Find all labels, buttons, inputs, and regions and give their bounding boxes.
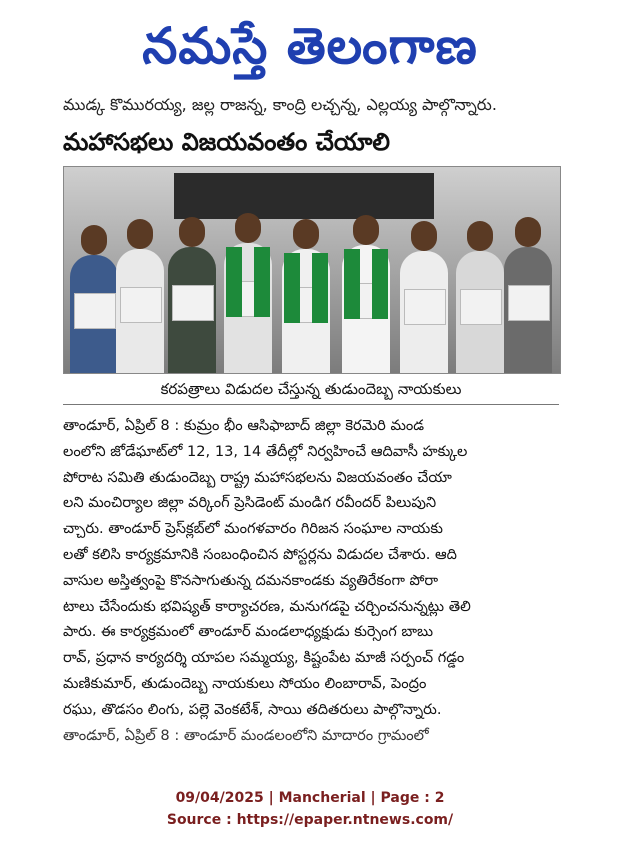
photo-poster [404,289,446,325]
photo-person-head [515,217,541,247]
body-line: లతో కలిసి కార్యక్రమానికి సంబంధించిన పోస్టర్లను విడుదల చేశారు. ఆది [63,545,457,563]
body-line: పోరాట సమితి తుడుందెబ్బ రాష్ట్ర మహాసభలను విజయవంతం చేయా [63,468,452,486]
body-line: మణికుమార్, తుడుందెబ్బ నాయకులు సోయం లింబారావ్, పెంద్రం [63,674,427,692]
body-line: రఘు, తొడసం లింగు, పల్లె వెంకటేశ్, సాయి తదితరులు పాల్గొన్నారు. [63,700,442,718]
photo-person-head [293,219,319,249]
body-line: చ్చారు. తాండూర్ ప్రెస్‌క్లబ్‌లో మంగళవారం గిరిజన సంఘాల నాయకు [63,520,443,538]
photo-caption: కరపత్రాలు విడుదల చేస్తున్న తుడుందెబ్బ నాయకులు [63,376,559,405]
body-line: వాసుల అస్తిత్వంపై కొనసాగుతున్న దమనకాండకు వ్యతిరేకంగా పోరా [63,571,439,589]
photo-poster [508,285,550,321]
photo-poster [74,293,116,329]
photo-green-scarf [226,247,242,317]
next-article-cut-line: తాండూర్, ఏప్రిల్ 8 : తాండూర్ మండలంలోని మాదారం గ్రామంలో [63,726,429,744]
photo-green-scarf [344,249,360,319]
photo-banner [174,173,434,219]
previous-article-line: ముడ్క కొమురయ్య, జల్ల రాజన్న, కాంద్రి లచ్చన్న, ఎల్లయ్య పాల్గొన్నారు. [63,95,497,114]
photo-green-scarf [372,249,388,319]
masthead [0,6,620,86]
body-line: లని మంచిర్యాల జిల్లా వర్కింగ్ ప్రెసిడెంట్ మండిగ రవీందర్ పిలుపుని [63,494,437,512]
photo-poster [460,289,502,325]
article-headline: మహాసభలు విజయవంతం చేయాలి [63,128,391,156]
photo-green-scarf [312,253,328,323]
photo-poster [120,287,162,323]
photo-person-head [411,221,437,251]
photo-green-scarf [254,247,270,317]
body-line: టాలు చేసేందుకు భవిష్యత్ కార్యాచరణ, మనుగడపై చర్చించనున్నట్లు తెలి [63,597,471,615]
body-line: రావ్, ప్రధాన కార్యదర్శి యాపల సమ్మయ్య, కిష్టంపేట మాజీ సర్పంచ్ గడ్డం [63,649,465,667]
photo-poster [172,285,214,321]
photo-person-head [353,215,379,245]
body-line: తాండూర్, ఏప్రిల్ 8 : కుమ్రం భీం ఆసిఫాబాద్ జిల్లా కెరమెరి మండ [63,417,425,434]
article-photo [63,166,561,374]
photo-person-head [235,213,261,243]
photo-person-head [467,221,493,251]
article-clip [63,92,573,772]
body-line: పారు. ఈ కార్యక్రమంలో తాండూర్ మండలాధ్యక్షుడు కుర్సెంగ బాబు [63,623,434,641]
footer-date-edition: 09/04/2025 | Mancherial | Page : 2 [175,790,445,806]
footer-source: Source : https://epaper.ntnews.com/ [166,812,454,828]
photo-person-head [179,217,205,247]
photo-person-head [127,219,153,249]
newspaper-logo: నమస్తే తెలంగాణ [142,17,478,75]
photo-person-head [81,225,107,255]
photo-green-scarf [284,253,300,323]
article-body [63,413,563,723]
body-line: లంలోని జోడేఘాట్‌లో 12, 13, 14 తేదీల్లో నిర్వహించే ఆదివాసీ హక్కుల [63,442,468,460]
